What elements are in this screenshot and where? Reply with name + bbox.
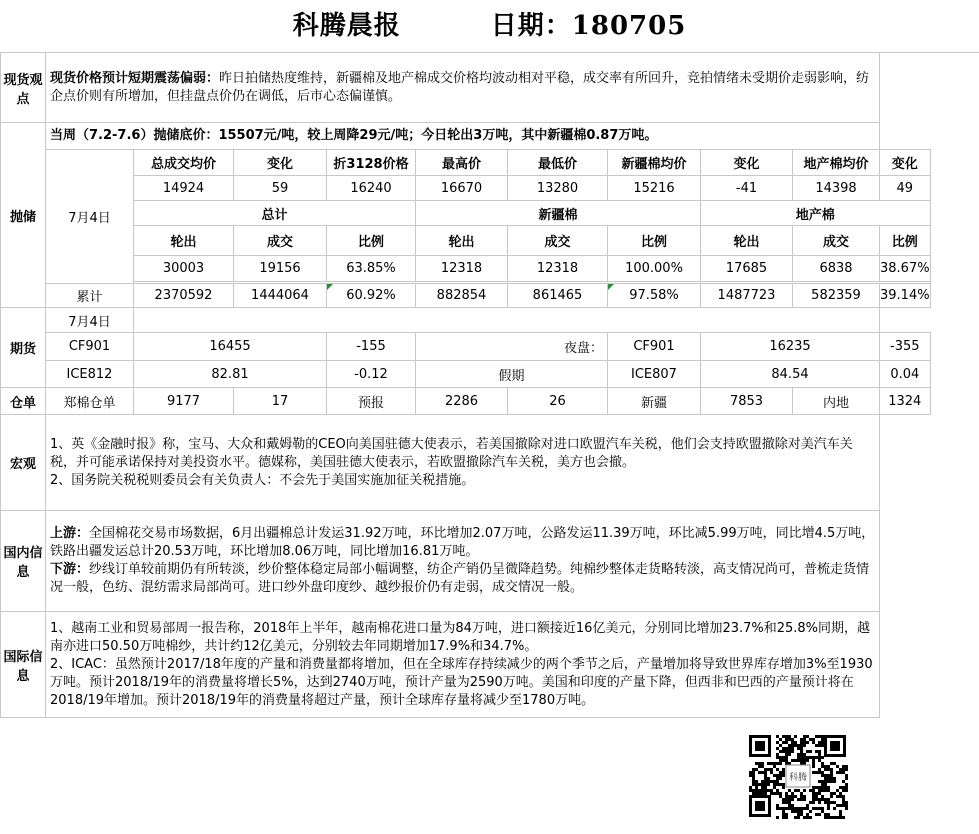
cumulative-value: 582359 bbox=[793, 284, 880, 308]
sub-header: 比例 bbox=[880, 226, 931, 256]
cumulative-value: 882854 bbox=[416, 284, 508, 308]
daily-value: 100.00% bbox=[608, 256, 701, 282]
warehouse-name: 郑棉仓单 bbox=[46, 388, 134, 415]
report-table bbox=[0, 52, 931, 718]
inland-value: 1324 bbox=[880, 388, 931, 415]
cf-day-price: 16455 bbox=[134, 333, 327, 361]
price-value: 14398 bbox=[793, 176, 880, 201]
futures-date-spacer bbox=[134, 308, 880, 333]
price-header: 变化 bbox=[234, 150, 327, 176]
upstream-text: 全国棉花交易市场数据，6月出疆棉总计发运31.92万吨，环比增加2.07万吨，公路发运11.39万吨，环比减5.99万吨，同比增4.5万吨，铁路出疆发运总计20.53万吨，环比增加8.06万吨，同比增加16.81万吨。 bbox=[50, 526, 875, 559]
sub-header: 成交 bbox=[234, 226, 327, 256]
daily-value: 63.85% bbox=[327, 256, 416, 282]
spot-view bbox=[46, 53, 880, 123]
macro-item: 1、英《金融时报》称，宝马、大众和戴姆勒的CEO向美国驻德大使表示，若美国撤除对进口欧盟汽车关税，他们会支持欧盟撤除对美汽车关税，并可能承诺保持对美投资水平。德媒称，美国驻德大使表示，若欧盟撤除汽车关税，美方也会撤。 bbox=[50, 436, 853, 470]
sub-header: 成交 bbox=[508, 226, 608, 256]
daily-value: 38.67% bbox=[880, 256, 931, 282]
forecast-change: 26 bbox=[508, 388, 608, 415]
spot-lead: 现货价格预计短期震荡偏弱： bbox=[50, 70, 220, 86]
cumulative-value: 39.14% bbox=[880, 284, 931, 308]
daily-value: 12318 bbox=[508, 256, 608, 282]
sub-header: 轮出 bbox=[701, 226, 793, 256]
international-news bbox=[46, 612, 880, 718]
price-header: 最低价 bbox=[508, 150, 608, 176]
section-label-international: 国际信息 bbox=[1, 612, 46, 718]
spot-text: 昨日拍储热度维持，新疆棉及地产棉成交价格均波动相对平稳，成交率有所回升，竞拍情绪未受期价走弱影响，纺企点价则有所增加，但挂盘点价仍在调低，后市心态偏谨慎。 bbox=[50, 70, 870, 104]
macro-item: 2、国务院关税税则委员会有关负责人：不会先于美国实施加征关税措施。 bbox=[50, 472, 475, 488]
sub-header: 比例 bbox=[327, 226, 416, 256]
price-value: -41 bbox=[701, 176, 793, 201]
daily-value: 17685 bbox=[701, 256, 793, 282]
price-header: 变化 bbox=[701, 150, 793, 176]
downstream-label: 下游： bbox=[50, 562, 90, 577]
cumulative-value: 1444064 bbox=[234, 284, 327, 308]
xinjiang-value: 7853 bbox=[701, 388, 793, 415]
ice-day-name: ICE812 bbox=[46, 361, 134, 388]
report-title: 科腾晨报 bbox=[292, 11, 401, 41]
macro-news bbox=[46, 415, 880, 511]
inland-label: 内地 bbox=[793, 388, 880, 415]
price-header: 总成交均价 bbox=[134, 150, 234, 176]
section-label-reserve: 抛储 bbox=[1, 123, 46, 308]
price-value: 16240 bbox=[327, 176, 416, 201]
qr-code bbox=[745, 731, 850, 821]
daily-value: 6838 bbox=[793, 256, 880, 282]
cumulative-value: 1487723 bbox=[701, 284, 793, 308]
upstream-item bbox=[50, 525, 875, 561]
downstream-item bbox=[50, 561, 875, 597]
xinjiang-label: 新疆 bbox=[608, 388, 701, 415]
downstream-text: 纱线订单较前期仍有所转淡，纱价整体稳定局部小幅调整，纺企产销仍呈微降趋势。纯棉纱整体走货略转淡，高支情况尚可，普梳走货情况一般，色纺、混纺需求局部尚可。进口纱外盘印度纱、越纱报价仍有走弱，成交情况一般。 bbox=[50, 562, 870, 595]
sub-header: 比例 bbox=[608, 226, 701, 256]
section-label-domestic: 国内信息 bbox=[1, 511, 46, 612]
reserve-date: 7月4日 bbox=[46, 150, 134, 284]
sub-header: 轮出 bbox=[134, 226, 234, 256]
price-header: 变化 bbox=[880, 150, 931, 176]
price-value: 15216 bbox=[608, 176, 701, 201]
ice-night-price: 84.54 bbox=[701, 361, 880, 388]
daily-value: 19156 bbox=[234, 256, 327, 282]
qr-logo-text: 科腾 bbox=[788, 773, 808, 783]
ice-day-change: -0.12 bbox=[327, 361, 416, 388]
cumulative-label: 累计 bbox=[46, 284, 134, 308]
forecast-label: 预报 bbox=[327, 388, 416, 415]
sub-header: 轮出 bbox=[416, 226, 508, 256]
holiday-label: 假期 bbox=[416, 361, 608, 388]
group-header-xinjiang: 新疆棉 bbox=[416, 201, 701, 226]
international-item: 1、越南工业和贸易部周一报告称，2018年上半年，越南棉花进口量为84万吨，进口额接近16亿美元，分别同比增加23.7%和25.8%同期，越南亦进口50.50万吨棉纱，共计约12亿美元，分别较去年同期增加17.9%和34.7%。 bbox=[50, 620, 871, 654]
price-value: 59 bbox=[234, 176, 327, 201]
forecast-value: 2286 bbox=[416, 388, 508, 415]
cumulative-value: 97.58% bbox=[608, 284, 701, 308]
price-header: 地产棉均价 bbox=[793, 150, 880, 176]
section-label-spot: 现货观点 bbox=[1, 53, 46, 123]
price-value: 49 bbox=[880, 176, 931, 201]
ice-night-change: 0.04 bbox=[880, 361, 931, 388]
section-label-warehouse: 仓单 bbox=[1, 388, 46, 415]
night-session-label: 夜盘： bbox=[416, 333, 608, 361]
cumulative-value: 861465 bbox=[508, 284, 608, 308]
cf-night-change: -355 bbox=[880, 333, 931, 361]
daily-value: 12318 bbox=[416, 256, 508, 282]
cf-day-name: CF901 bbox=[46, 333, 134, 361]
cf-night-name: CF901 bbox=[608, 333, 701, 361]
section-label-macro: 宏观 bbox=[1, 415, 46, 511]
price-header: 新疆棉均价 bbox=[608, 150, 701, 176]
section-label-futures: 期货 bbox=[1, 308, 46, 388]
international-item: 2、ICAC：虽然预计2017/18年度的产量和消费量都将增加，但在全球库存持续减少的两个季节之后，产量增加将导致世界库存增加3%至1930万吨。预计2018/19年的消费量将增长5%，达到2740万吨，预计产量为2590万吨。美国和印度的产量下降，但西非和巴西的产量预计将在2018/19年增加。预计2018/19年的消费量将超过产量，预计全球库存量将减少至1780万吨。 bbox=[50, 656, 873, 708]
price-value: 14924 bbox=[134, 176, 234, 201]
cumulative-value: 60.92% bbox=[327, 284, 416, 308]
cf-night-price: 16235 bbox=[701, 333, 880, 361]
price-header: 折3128价格 bbox=[327, 150, 416, 176]
report-date: 日期：180705 bbox=[490, 11, 687, 41]
sub-header: 成交 bbox=[793, 226, 880, 256]
daily-value: 30003 bbox=[134, 256, 234, 282]
ice-night-name: ICE807 bbox=[608, 361, 701, 388]
warehouse-value: 9177 bbox=[134, 388, 234, 415]
warehouse-change: 17 bbox=[234, 388, 327, 415]
upstream-label: 上游： bbox=[50, 526, 90, 541]
report-header bbox=[0, 0, 979, 53]
price-value: 13280 bbox=[508, 176, 608, 201]
ice-day-price: 82.81 bbox=[134, 361, 327, 388]
domestic-news bbox=[46, 511, 880, 612]
cumulative-value: 2370592 bbox=[134, 284, 234, 308]
price-header: 最高价 bbox=[416, 150, 508, 176]
price-value: 16670 bbox=[416, 176, 508, 201]
group-header-total: 总计 bbox=[134, 201, 416, 226]
group-header-local: 地产棉 bbox=[701, 201, 931, 226]
futures-date: 7月4日 bbox=[46, 308, 134, 333]
reserve-summary: 当周（7.2-7.6）抛储底价：15507元/吨，较上周降29元/吨；今日轮出3万吨，其中新疆棉0.87万吨。 bbox=[46, 123, 880, 150]
cf-day-change: -155 bbox=[327, 333, 416, 361]
